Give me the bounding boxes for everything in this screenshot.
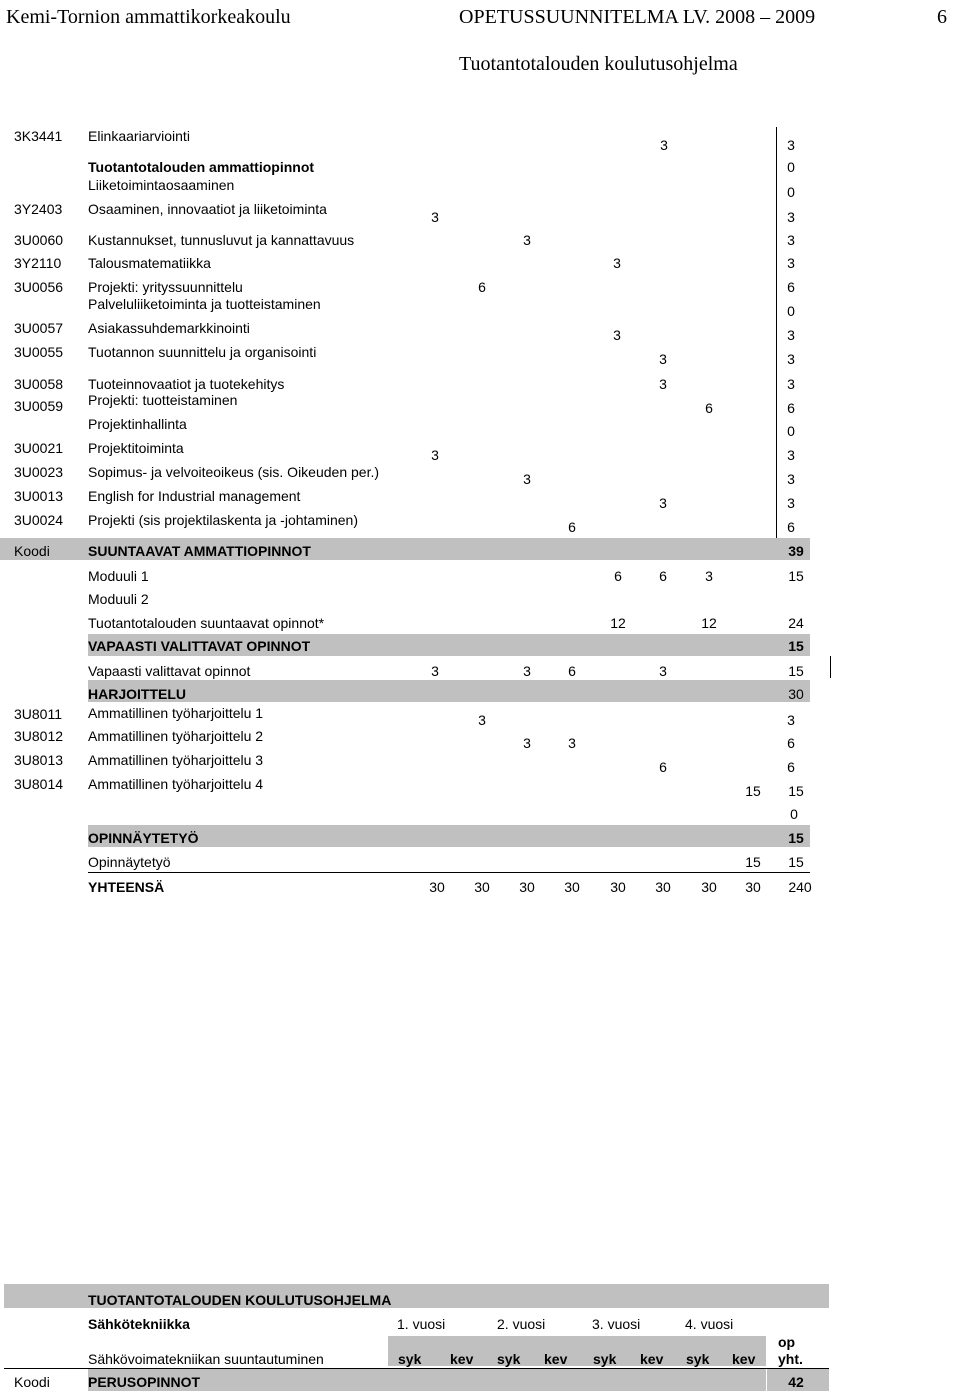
total-value: 30 [564,879,580,895]
course-code: 3U8014 [14,776,64,792]
total-value: 30 [610,879,626,895]
term-header: kev [450,1351,474,1367]
year-header: 1. vuosi [397,1316,446,1332]
term-header: syk [398,1351,422,1367]
course-total: 3 [787,209,795,225]
section-total: 15 [788,638,804,654]
course-total: 6 [787,759,795,775]
row-rule [830,656,831,678]
module-name: Liiketoimintaosaaminen [88,177,235,193]
module-name: Moduuli 1 [88,568,149,584]
course-name: Projektitoiminta [88,440,184,456]
course-total: 3 [787,232,795,248]
module-total: 24 [788,615,804,631]
section-name: PERUSOPINNOT [88,1374,201,1390]
credit-value: 6 [478,279,486,295]
credit-value: 3 [660,137,668,153]
credit-value: 3 [523,735,531,751]
credit-value: 15 [745,783,761,799]
credit-value: 12 [701,615,717,631]
credit-value: 6 [614,568,622,584]
credit-value: 3 [659,376,667,392]
course-total: 3 [787,495,795,511]
course-code: 3K3441 [14,128,63,144]
credit-value: 3 [613,327,621,343]
footer-title: TUOTANTOTALOUDEN KOULUTUSOHJELMA [88,1292,392,1308]
total-value: 30 [429,879,445,895]
section-total: 42 [788,1374,804,1390]
term-header: kev [640,1351,664,1367]
term-header: syk [593,1351,617,1367]
module-total: 15 [788,568,804,584]
course-name: Projekti (sis projektilaskenta ja -johtaminen) [88,512,358,528]
credit-value: 6 [659,759,667,775]
course-total: 3 [787,351,795,367]
course-total: 6 [787,519,795,535]
credit-value: 3 [659,663,667,679]
course-total: 6 [787,735,795,751]
credit-value: 3 [568,735,576,751]
section-total: 0 [787,159,795,175]
yht-header: yht. [778,1351,803,1367]
divider [88,872,810,873]
course-code: 3U0021 [14,440,64,456]
course-code: 3Y2110 [14,255,62,271]
course-code: 3U0024 [14,512,64,528]
course-total: 3 [787,255,795,271]
credit-value: 6 [705,400,713,416]
credit-value: 3 [659,495,667,511]
term-header: syk [686,1351,710,1367]
credit-value: 3 [431,209,439,225]
course-total: 3 [787,471,795,487]
credit-value: 3 [523,663,531,679]
module-total: 15 [788,854,804,870]
course-code: 3U0057 [14,320,64,336]
course-name: Ammatillinen työharjoittelu 1 [88,705,264,721]
course-total: 3 [787,137,795,153]
module-name: Moduuli 2 [88,591,149,607]
course-code: 3U8011 [14,706,63,722]
credit-value: 3 [431,663,439,679]
course-total: 3 [787,712,795,728]
course-name: Osaaminen, innovaatiot ja liiketoiminta [88,201,327,217]
module-total: 0 [787,423,795,439]
course-code: 3U0059 [14,398,64,414]
course-code: 3U0056 [14,279,64,295]
course-total: 6 [787,400,795,416]
op-header: op [778,1334,796,1350]
section-total: 39 [788,543,804,559]
credit-value: 3 [613,255,621,271]
credit-value: 3 [478,712,486,728]
course-code: 3U0023 [14,464,64,480]
section-name: VAPAASTI VALITTAVAT OPINNOT [88,638,311,654]
course-name: Talousmatematiikka [88,255,211,271]
total-value: 30 [474,879,490,895]
grand-total: 240 [788,879,812,895]
course-code: 3U0058 [14,376,64,392]
course-total: 6 [787,279,795,295]
course-name: Projekti: tuotteistaminen [88,392,238,408]
module-total: 0 [787,184,795,200]
year-header: 3. vuosi [592,1316,641,1332]
course-name: Ammatillinen työharjoittelu 4 [88,776,264,792]
course-total: 3 [787,376,795,392]
course-name: Elinkaariarviointi [88,128,190,144]
credit-value: 3 [523,232,531,248]
course-name: Sopimus- ja velvoiteoikeus (sis. Oikeuden per.) [88,464,380,480]
course-total: 3 [787,327,795,343]
total-value: 30 [655,879,671,895]
course-total: 15 [788,783,804,799]
credit-value: 6 [568,663,576,679]
section-name: HARJOITTELU [88,686,186,702]
credit-value: 6 [568,519,576,535]
module-total: 0 [787,303,795,319]
term-header: kev [544,1351,568,1367]
section-total: 30 [788,686,804,702]
section-total: 15 [788,830,804,846]
footer-specialisation: Sähkövoimatekniikan suuntautuminen [88,1351,324,1367]
programme-subtitle: Tuotantotalouden koulutusohjelma [459,53,738,75]
course-name: Tuoteinnovaatiot ja tuotekehitys [88,376,285,392]
plan-title: OPETUSSUUNNITELMA LV. 2008 – 2009 [459,6,816,28]
cell-rule [766,1369,767,1391]
term-header: syk [497,1351,521,1367]
section-name: OPINNÄYTETYÖ [88,830,199,846]
year-header: 4. vuosi [685,1316,734,1332]
section-band [88,680,810,702]
module-name: Opinnäytetyö [88,854,171,870]
course-code: 3U8013 [14,752,64,768]
totals-label: YHTEENSÄ [88,879,165,895]
year-header: 2. vuosi [497,1316,546,1332]
credit-value: 3 [431,447,439,463]
total-value: 30 [519,879,535,895]
course-code: 3U8012 [14,728,64,744]
module-total: 15 [788,663,804,679]
module-name: Palveluliiketoiminta ja tuotteistaminen [88,296,321,312]
module-name: Tuotantotalouden suuntaavat opinnot* [88,615,325,631]
credit-value: 12 [610,615,626,631]
total-value: 30 [745,879,761,895]
course-name: Ammatillinen työharjoittelu 2 [88,728,264,744]
term-header: kev [732,1351,756,1367]
course-name: Projekti: yrityssuunnittelu [88,279,243,295]
credit-value: 6 [659,568,667,584]
total-value: 30 [701,879,717,895]
course-total: 3 [787,447,795,463]
credit-value: 3 [523,471,531,487]
credit-value: 15 [745,854,761,870]
course-name: Kustannukset, tunnusluvut ja kannattavuus [88,232,355,248]
course-name: Ammatillinen työharjoittelu 3 [88,752,264,768]
page-number: 6 [937,6,947,28]
credit-value: 3 [705,568,713,584]
course-name: Tuotannon suunnittelu ja organisointi [88,344,317,360]
course-code: 3U0055 [14,344,64,360]
koodi-label: Koodi [14,543,50,559]
course-code: 3U0013 [14,488,64,504]
credit-value: 3 [659,351,667,367]
institution-name: Kemi-Tornion ammattikorkeakoulu [6,6,291,28]
module-name: Projektinhallinta [88,416,187,432]
course-name: English for Industrial management [88,488,301,504]
module-name: Vapaasti valittavat opinnot [88,663,251,679]
section-name: SUUNTAAVAT AMMATTIOPINNOT [88,543,311,559]
course-code: 3Y2403 [14,201,63,217]
subtotal-value: 0 [790,806,798,822]
koodi-label: Koodi [14,1374,50,1390]
section-name: Tuotantotalouden ammattiopinnot [88,159,315,175]
course-code: 3U0060 [14,232,64,248]
footer-programme: Sähkötekniikka [88,1316,190,1332]
course-name: Asiakassuhdemarkkinointi [88,320,250,336]
